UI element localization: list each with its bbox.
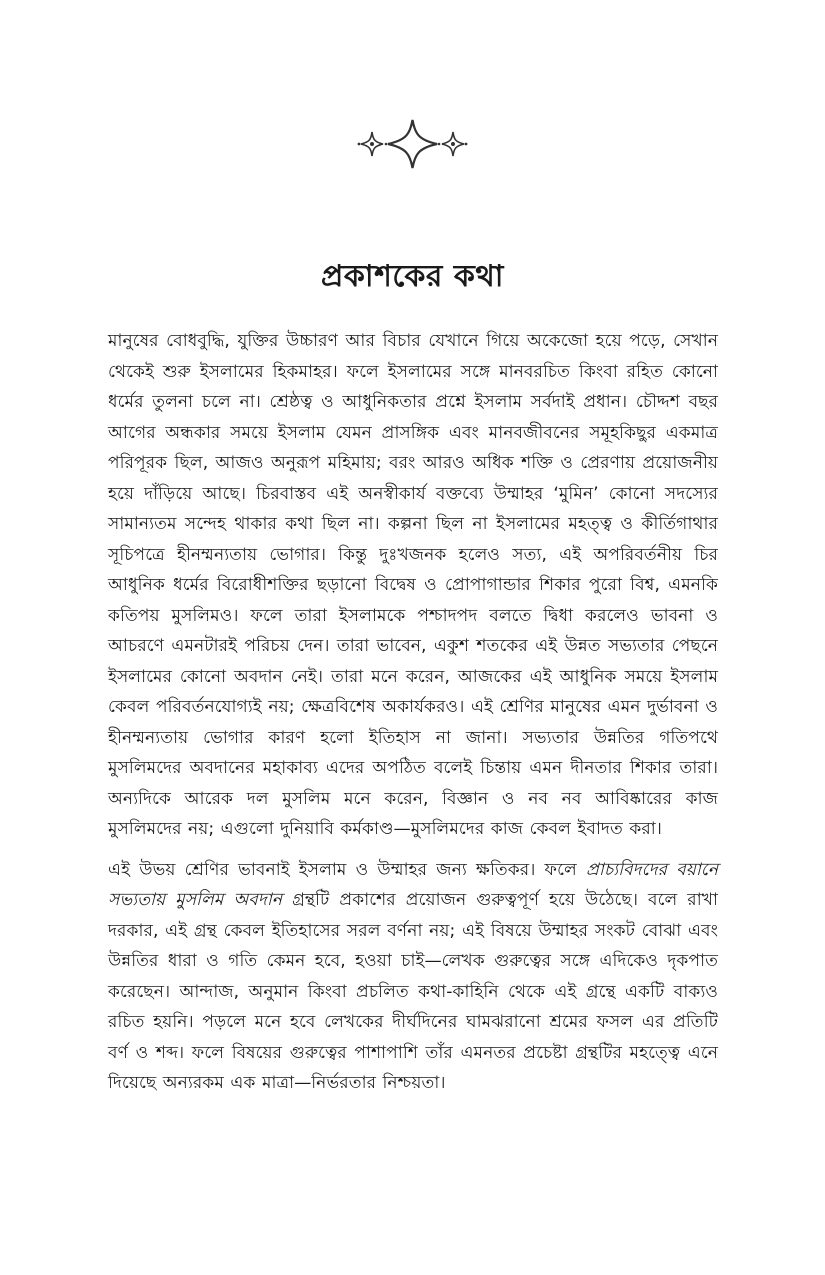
page-title: প্রকাশকের কথা [321, 259, 504, 294]
paragraph-2 [108, 855, 718, 1099]
body-text [108, 326, 718, 1109]
paragraph-1: মানুষের বোধবুদ্ধি, যুক্তির উচ্চারণ আর বিচার যেখানে গিয়ে অকেজো হয়ে পড়ে, সেখান থেকেই শুরু ইসলামের হিকমাহর। ফলে ইসলামের সঙ্গে মানবরচিত কিংবা রহিত কোনো ধর্মের তুলনা চলে না। শ্রেষ্ঠত্ব ও আধুনিকতার প্রশ্নে ইসলাম সর্বদাই প্রধান। চৌদ্দশ বছর আগের অন্ধকার সময়ে ইসলাম যেমন প্রাসঙ্গিক এবং মানবজীবনের সমূহকিছুর একমাত্র পরিপূরক ছিল, আজও অনুরূপ মহিমায়; বরং আরও অধিক শক্তি ও প্রেরণায় প্রয়োজনীয় হয়ে দাঁড়িয়ে আছে। চিরবাস্তব এই অনস্বীকার্য বক্তব্যে উম্মাহর ‘মুমিন’ কোনো সদস্যের সামান্যতম সন্দেহ থাকার কথা ছিল না। কল্পনা ছিল না ইসলামের মহত্ত্ব ও কীর্তিগাথার সূচিপত্রে হীনম্মন্যতায় ভোগার। কিন্তু দুঃখজনক হলেও সত্য, এই অপরিবর্তনীয় চির আধুনিক ধর্মের বিরোধীশক্তির ছড়ানো বিদ্বেষ ও প্রোপাগান্ডার শিকার পুরো বিশ্ব, এমনকি কতিপয় মুসলিমও। ফলে তারা ইসলামকে পশ্চাদপদ বলতে দ্বিধা করলেও ভাবনা ও আচরণে এমনটারই পরিচয় দেন। তারা ভাবেন, একুশ শতকের এই উন্নত সভ্যতার পেছনে ইসলামের কোনো অবদান নেই। তারা মনে করেন, আজকের এই আধুনিক সময়ে ইসলাম কেবল পরিবর্তনযোগ্যই নয়; ক্ষেত্রবিশেষ অকার্যকরও। এই শ্রেণির মানুষের এমন দুর্ভাবনা ও হীনম্মন্যতায় ভোগার কারণ হলো ইতিহাস না জানা। সভ্যতার উন্নতির গতিপথে মুসলিমদের অবদানের মহাকাব্য এদের অপঠিত বলেই চিন্তায় এমন দীনতার শিকার তারা। অন্যদিকে আরেক দল মুসলিম মনে করেন, বিজ্ঞান ও নব নব আবিষ্কারের কাজ মুসলিমদের নয়; এগুলো দুনিয়াবি কর্মকাণ্ড—মুসলিমদের কাজ কেবল ইবাদত করা। [108, 331, 718, 839]
paragraph-2-intro: এই উভয় শ্রেণির ভাবনাই ইসলাম ও উম্মাহর জন্য ক্ষতিকর। ফলে [108, 859, 586, 880]
diamond-star-ornament-icon [355, 118, 470, 170]
book-title: প্রাচ্যবিদদের বয়ানে সভ্যতায় মুসলিম অবদান [108, 859, 718, 910]
paragraph-2-rest: গ্রন্থটি প্রকাশের প্রয়োজন গুরুত্বপূর্ণ হয়ে উঠেছে। বলে রাখা দরকার, এই গ্রন্থ কেবল ইতিহাসের সরল বর্ণনা নয়; এই বিষয়ে উম্মাহর সংকট বোঝা এবং উন্নতির ধারা ও গতি কেমন হবে, হওয়া চাই—লেখক গুরুত্বের সঙ্গে এদিকেও দৃকপাত করেছেন। আন্দাজ, অনুমান কিংবা প্রচলিত কথা-কাহিনি থেকে এই গ্রন্থে একটি বাক্যও রচিত হয়নি। পড়লে মনে হবে লেখকের দীর্ঘদিনের ঘামঝরানো শ্রমের ফসল এর প্রতিটি বর্ণ ও শব্দ। ফলে বিষয়ের গুরুত্বের পাশাপাশি তাঁর এমনতর প্রচেষ্টা গ্রন্থটির মহত্ত্বে এনে দিয়েছে অন্যরকম এক মাত্রা—নির্ভরতার নিশ্চয়তা। [108, 890, 718, 1093]
